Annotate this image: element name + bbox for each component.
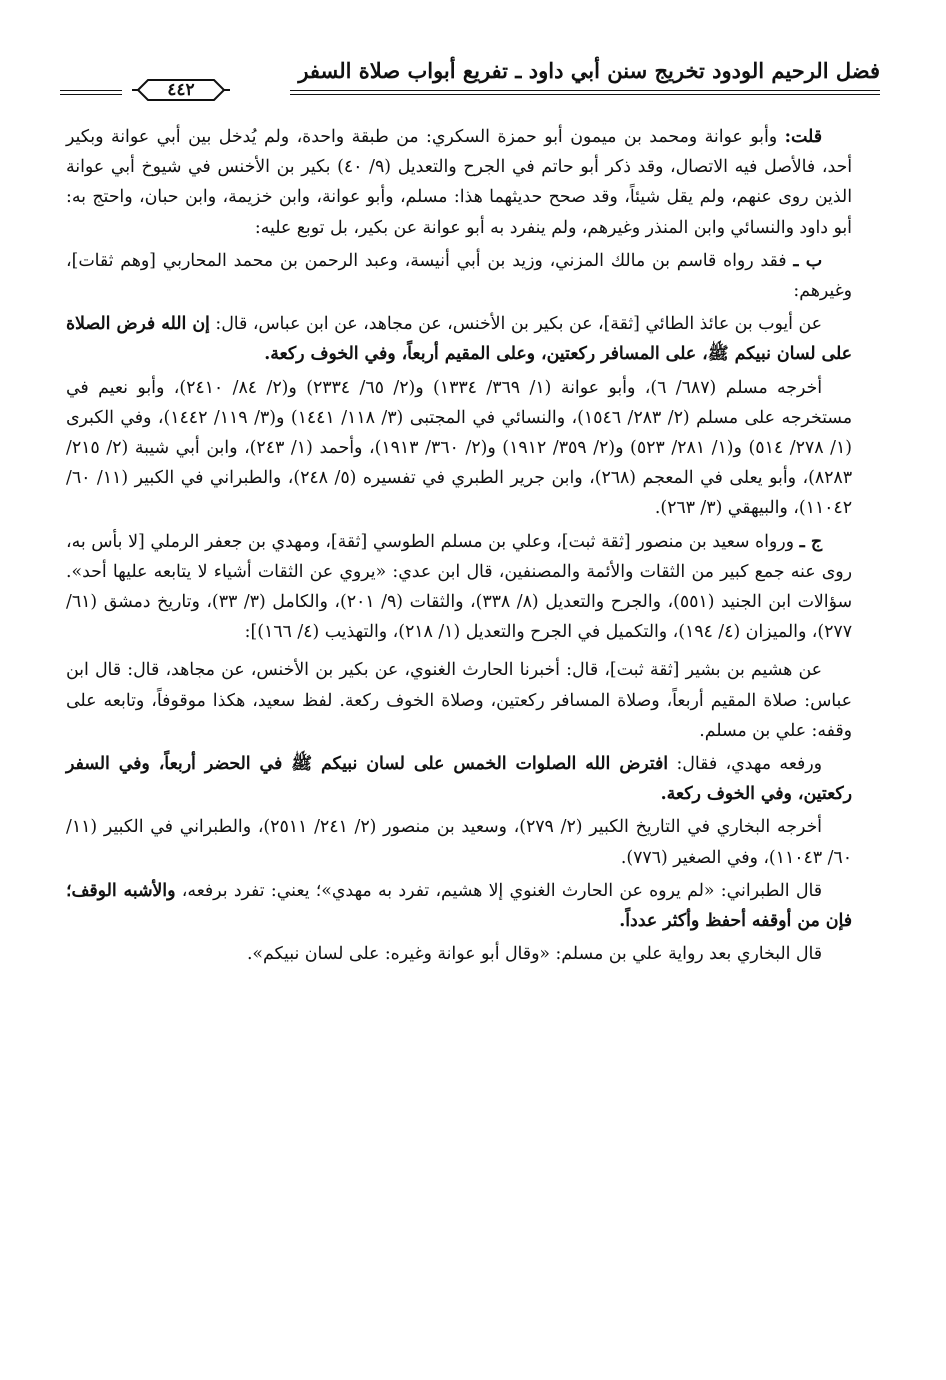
paragraph-text: عن هشيم بن بشير [ثقة ثبت]، قال: أخبرنا الحارث الغنوي، عن بكير بن الأخنس، عن مجاهد، قال: قال ابن عباس: صلاة المقيم أربعاً، وصلاة المسافر ركعتين، وصلاة الخوف ركعة. لفظ سعيد، هكذا موقوفاً، وتابعه على وقفه: علي بن مسلم. (66, 660, 852, 741)
paragraph-isnad-1 (66, 309, 852, 369)
paragraph-text: أخرجه مسلم (٦٨٧/ ٦)، وأبو عوانة (١/ ٣٦٩/ ١٣٣٤) و(٢/ ٦٥/ ٢٣٣٤) و(٢/ ٨٤/ ٢٤١٠)، وأبو نعيم في مستخرجه على مسلم (٢/ ٢٨٣/ ١٥٤٦)، والنسائي في المجتبى (٣/ ١١٨/ ١٤٤١) و(٣/ ١١٩/ ١٤٤٢)، وفي الكبرى (١/ ٢٧٨/ ٥١٤) و(١/ ٢٨١/ ٥٢٣) و(٢/ ٣٥٩/ ١٩١٢) و(٢/ ٣٦٠/ ١٩١٣)، وأحمد (١/ ٢٤٣)، وابن أبي شيبة (٢/ ٢١٥/ ٨٢٨٣)، وأبو يعلى في المعجم (٢٦٨)، وابن جرير الطبري في تفسيره (٥/ ٢٤٨)، والطبراني في الكبير (١١/ ٦٠/ ١١٠٤٢)، والبيهقي (٣/ ٢٦٣). (66, 377, 853, 519)
paragraph-text: قال البخاري بعد رواية علي بن مسلم: «وقال أبو عوانة وغيره: على لسان نبيكم». (246, 944, 822, 965)
paragraph-text: أخرجه البخاري في التاريخ الكبير (٢/ ٢٧٩)، وسعيد بن منصور (٢/ ٢٤١/ ٢٥١١)، والطبراني في الكبير (١١/ ٦٠/ ١١٠٤٣)، وفي الصغير (٧٧٦). (66, 817, 852, 868)
paragraph-lead: ب ـ (793, 250, 822, 271)
paragraph-text: عن أيوب بن عائذ الطائي [ثقة]، عن بكير بن الأخنس، عن مجاهد، عن ابن عباس، قال: (209, 314, 822, 335)
paragraph-lead: قلت: (784, 127, 822, 147)
paragraph-marfu (66, 749, 852, 809)
hadith-matn: إن الله فرض الصلاة على لسان نبيكم ﷺ، على المسافر ركعتين، وعلى المقيم أربعاً، وفي الخوف ركعة. (66, 314, 852, 365)
paragraph-text: وأبو عوانة ومحمد بن ميمون أبو حمزة السكري: من طبقة واحدة، ولم يُدخل بين أبي عوانة وبكير أحد، فالأصل فيه الاتصال، وقد ذكر أبو حاتم في الجرح والتعديل (٩/ ٤٠) بكير بن الأخنس في شيوخ أبي عوانة الذين روى عنهم، ولم يقل شيئاً، وقد صحح حديثهما هذا: مسلم، وأبو عوانة، وابن خزيمة، وابن حبان، واحتج به: أبو داود والنسائي وابن المنذر وغيرهم، ولم ينفرد به أبو عوانة عن بكير، بل توبع عليه: (66, 127, 852, 238)
paragraph-jim (66, 527, 852, 648)
page-body (66, 122, 852, 969)
running-header (60, 50, 880, 110)
paragraph-text: ورواه سعيد بن منصور [ثقة ثبت]، وعلي بن مسلم الطوسي [ثقة]، ومهدي بن جعفر الرملي [لا بأس به، روى عنه جمع كبير من الثقات والأئمة والمصنفين، قال ابن عدي: «يروي عن الثقات أشياء لا يتابعه عليها أحد». سؤالات ابن الجنيد (٥٥١)، والجرح والتعديل (٨/ ٣٣٨)، والثقات (٩/ ٢٠١)، والكامل (٣/ ٣٣)، وتاريخ دمشق (٦١/ ٢٧٧)، والميزان (٤/ ١٩٤)، والتكميل في الجرح والتعديل (١/ ٢١٨)، والتهذيب (٤/ ١٦٦)]: (66, 531, 852, 643)
paragraph-lead: ج ـ (799, 531, 822, 552)
paragraph-text: قال الطبراني: «لم يروه عن الحارث الغنوي إلا هشيم، تفرد به مهدي»؛ يعني: تفرد برفعه، (175, 880, 822, 901)
header-rule-left (60, 90, 122, 95)
paragraph-text: ورفعه مهدي، فقال: (668, 754, 822, 775)
page-number: ٤٤٢ (167, 80, 195, 100)
paragraph-takhrij-2 (66, 812, 852, 872)
paragraph-takhrij-1 (66, 373, 852, 524)
paragraph-text: فقد رواه قاسم بن مالك المزني، وزيد بن أبي أنيسة، وعبد الرحمن بن محمد المحاربي [وهم ثقات]، وغيرهم: (66, 250, 852, 302)
header-rule-right (290, 90, 880, 95)
hadith-matn: افترض الله الصلوات الخمس على لسان نبيكم ﷺ في الحضر أربعاً، وفي السفر ركعتين، وفي الخوف ركعة. (66, 754, 852, 805)
paragraph-ba (66, 246, 852, 306)
header-title: فضل الرحيم الودود تخريج سنن أبي داود ـ تفريع أبواب صلاة السفر (298, 58, 880, 83)
paragraph-tabarani (66, 876, 852, 936)
paragraph-bukhari (66, 939, 852, 969)
paragraph-isnad-2 (66, 655, 852, 746)
conclusion-text: والأشبه الوقف؛ فإن من أوقفه أحفظ وأكثر عدداً. (66, 880, 852, 932)
paragraph-qult (66, 122, 852, 243)
page-number-badge (132, 78, 230, 102)
